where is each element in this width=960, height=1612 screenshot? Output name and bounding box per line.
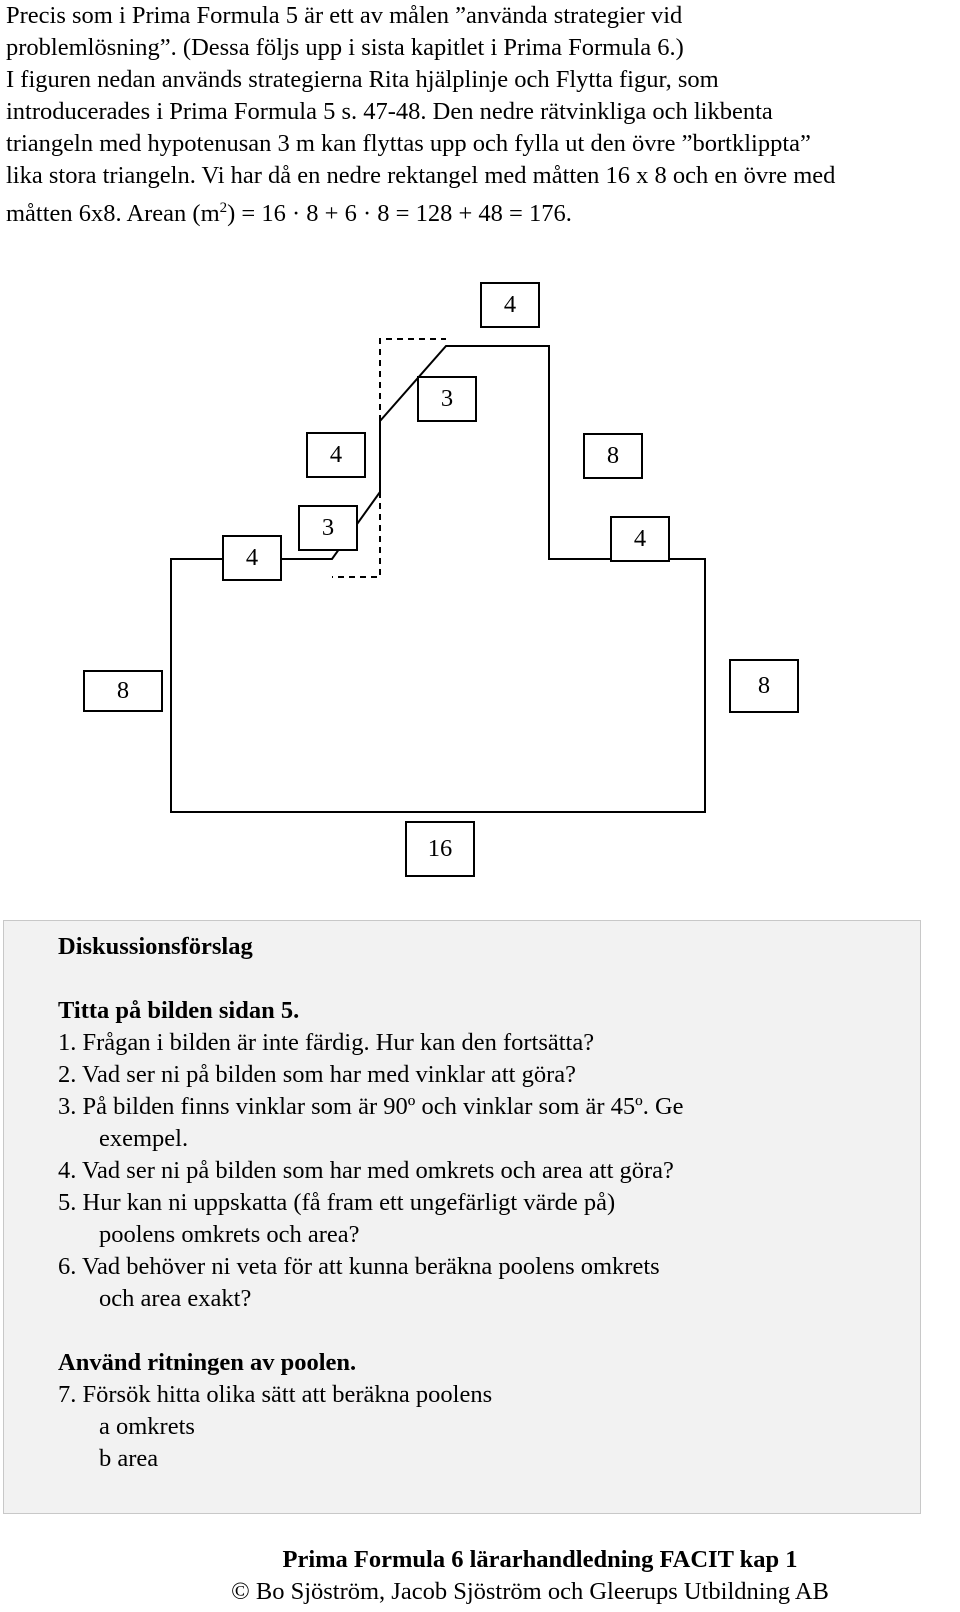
intro-superscript: 2 [219,200,228,216]
question-3-continuation: exempel. [99,1125,189,1152]
question-2: 2. Vad ser ni på bilden som har med vinklar att göra? [58,1061,576,1088]
discussion-subtitle-2: Använd ritningen av poolen. [58,1349,357,1376]
intro-line-7b: ) = 16 · 8 + 6 · 8 = 128 + 48 = 176. [227,200,572,228]
question-5: 5. Hur kan ni uppskatta (få fram ett ungefärligt värde på) [58,1189,616,1216]
footer-title: Prima Formula 6 lärarhandledning FACIT kap 1 [282,1546,798,1573]
label-left-lower: 4 [222,535,282,581]
label-left-upper: 4 [306,432,366,478]
question-7-part-b: b area [99,1445,159,1472]
intro-line-7a: måtten 6x8. Arean (m [6,200,220,228]
intro-line-3: I figuren nedan används strategierna Rita hjälplinje och Flytta figur, som [6,66,719,93]
question-7: 7. Försök hitta olika sätt att beräkna poolens [58,1381,493,1408]
question-5-continuation: poolens omkrets och area? [99,1221,360,1248]
intro-line-2: problemlösning”. (Dessa följs upp i sista kapitlet i Prima Formula 6.) [6,34,684,61]
label-bottom: 16 [405,821,475,877]
question-6: 6. Vad behöver ni veta för att kunna beräkna poolens omkrets [58,1253,660,1280]
question-6-continuation: och area exakt? [99,1285,252,1312]
label-top: 4 [480,282,540,328]
intro-line-4: introducerades i Prima Formula 5 s. 47-48. Den nedre rätvinkliga och likbenta [6,98,773,125]
question-3: 3. På bilden finns vinklar som är 90º och vinklar som är 45º. Ge [58,1093,684,1120]
discussion-subtitle-1: Titta på bilden sidan 5. [58,997,300,1024]
discussion-box [3,920,921,1514]
footer-copyright: © Bo Sjöström, Jacob Sjöström och Gleerups Utbildning AB [231,1578,829,1605]
intro-line-6: lika stora triangeln. Vi har då en nedre rektangel med måtten 16 x 8 och en övre med [6,162,836,189]
label-right-lower: 4 [610,516,670,562]
intro-line-5: triangeln med hypotenusan 3 m kan flyttas upp och fylla ut den övre ”bortklippta” [6,130,811,157]
label-right-upper: 8 [583,433,643,479]
label-upper-diagonal: 3 [417,376,477,422]
discussion-title: Diskussionsförslag [58,933,253,960]
label-lower-diagonal: 3 [298,505,358,551]
question-4: 4. Vad ser ni på bilden som har med omkrets och area att göra? [58,1157,674,1184]
intro-line-1: Precis som i Prima Formula 5 är ett av målen ”använda strategier vid [6,2,683,29]
question-7-part-a: a omkrets [99,1413,195,1440]
label-left-side: 8 [83,670,163,712]
label-right-side: 8 [729,659,799,713]
question-1: 1. Frågan i bilden är inte färdig. Hur kan den fortsätta? [58,1029,595,1056]
